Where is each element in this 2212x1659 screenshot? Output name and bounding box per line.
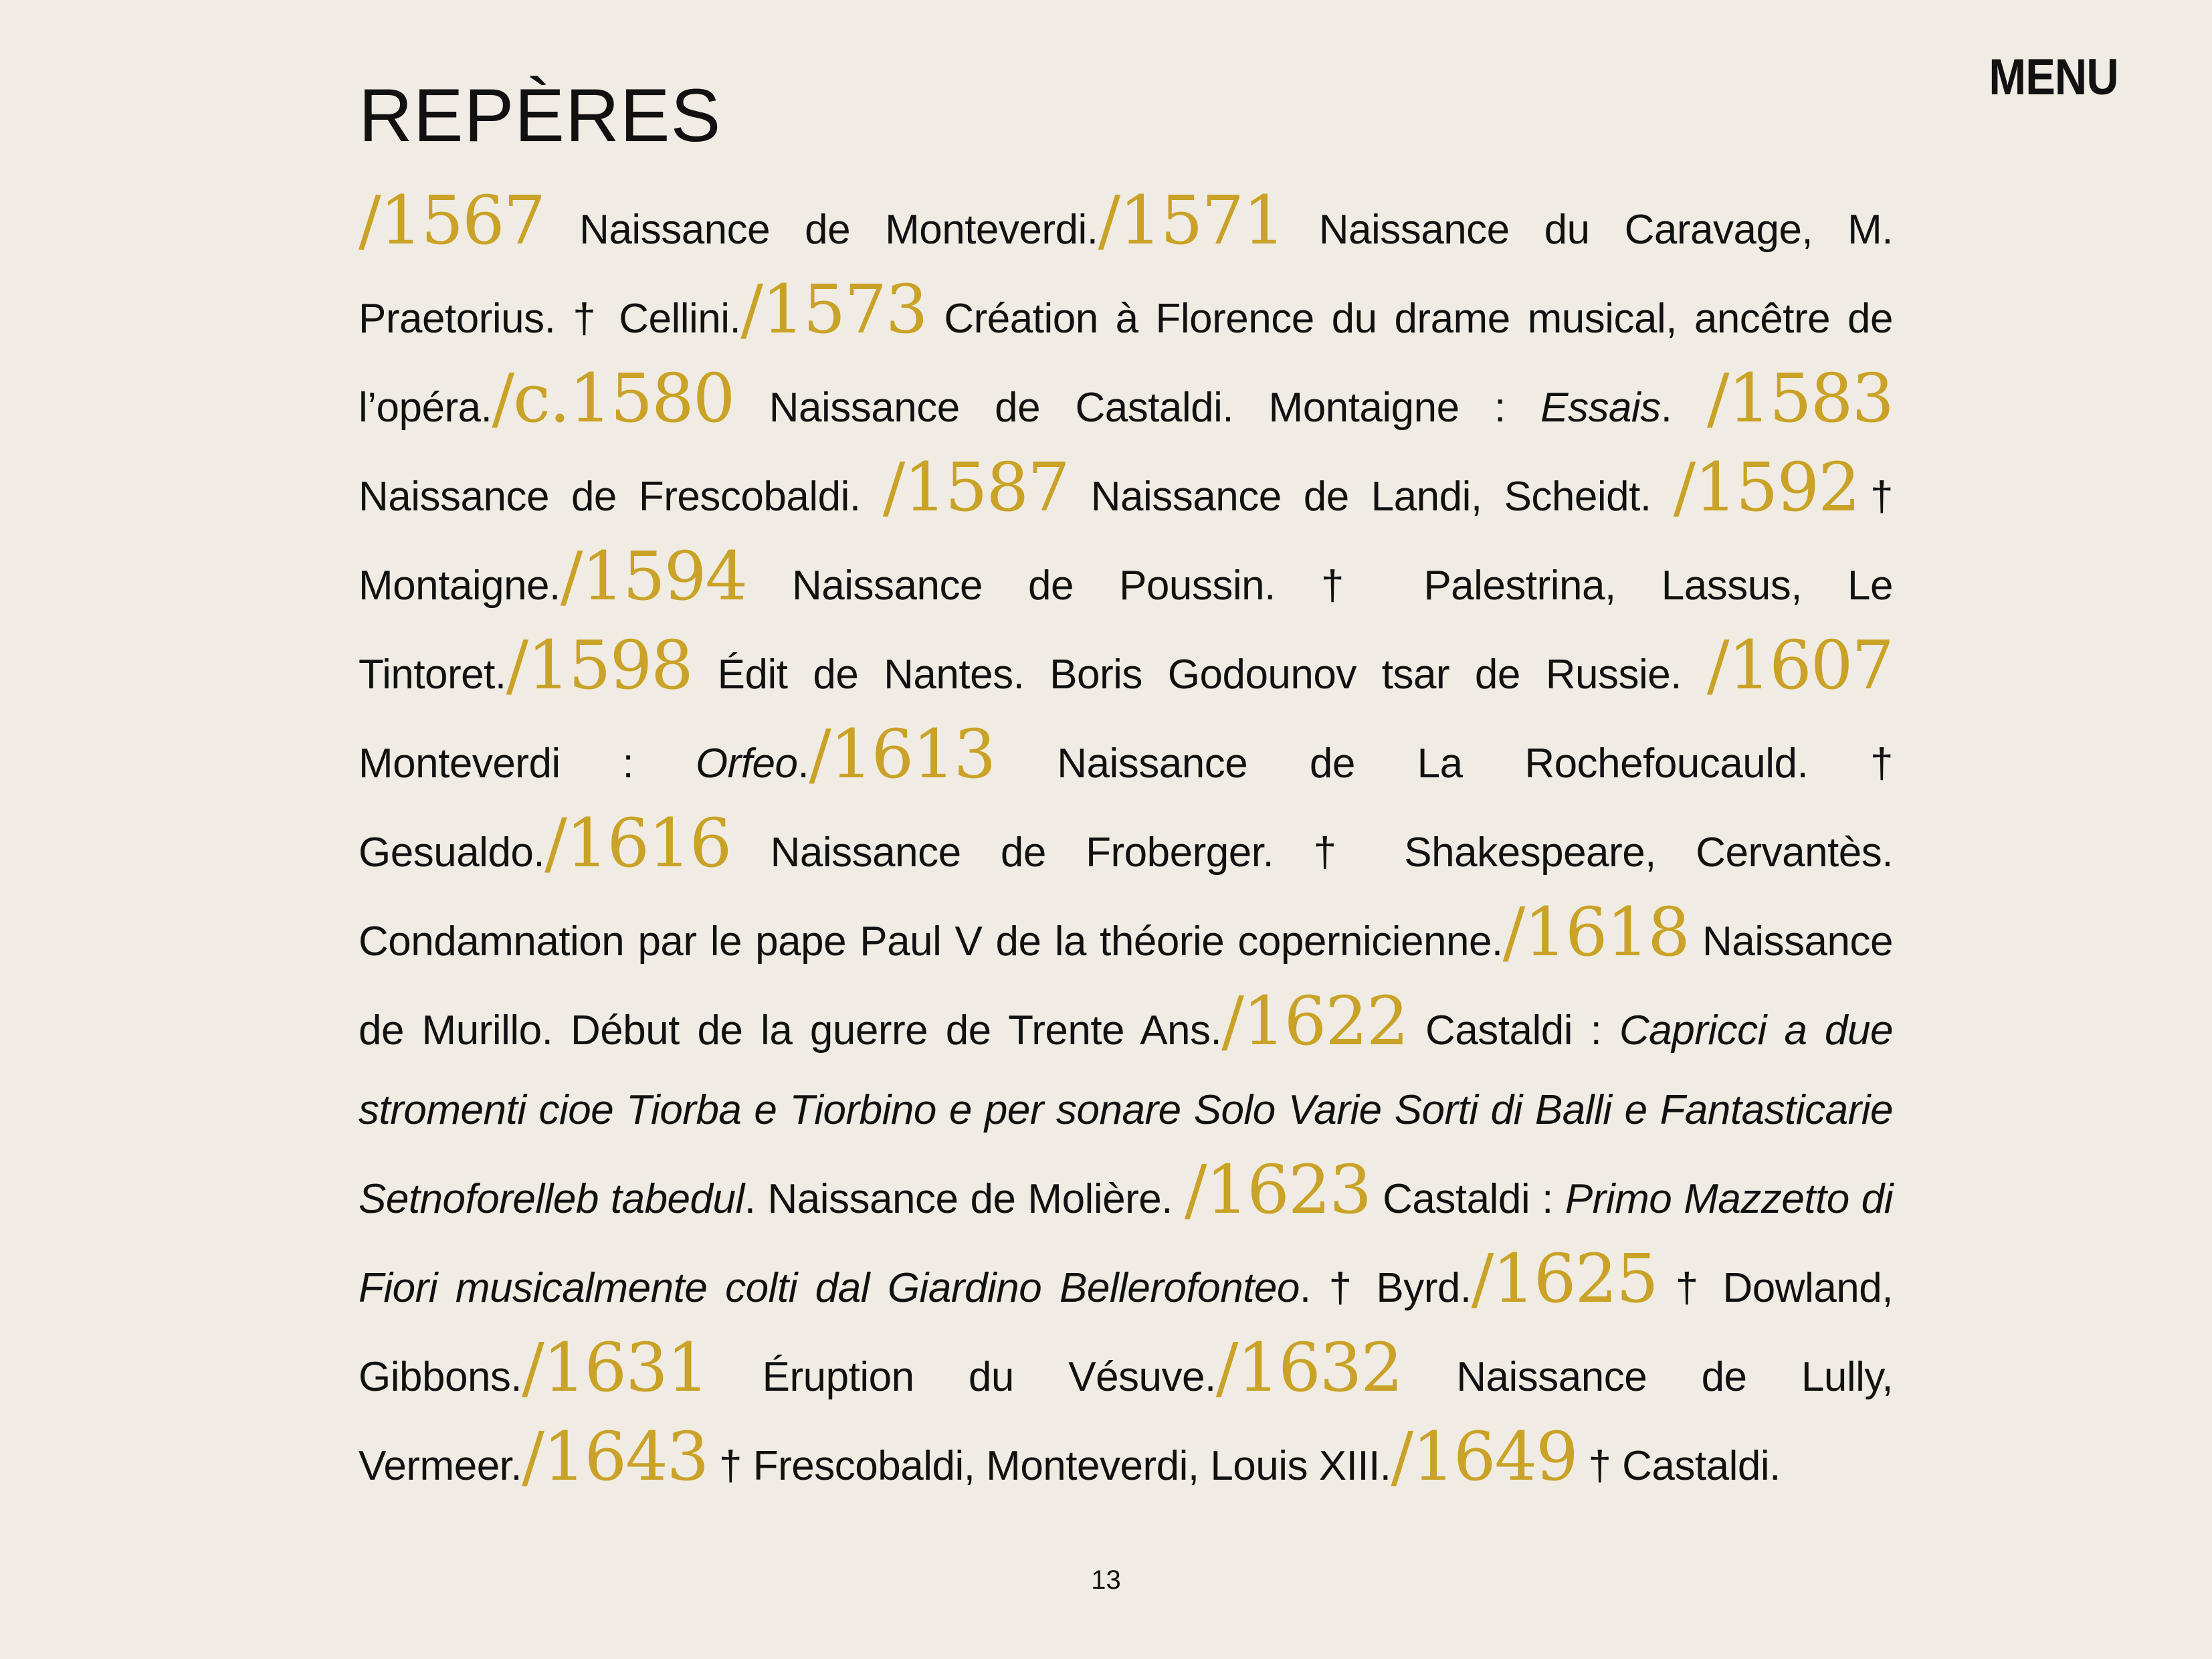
timeline-event-text: Naissance de Frescobaldi. — [359, 474, 883, 520]
timeline-entry — [492, 359, 1707, 437]
timeline-event-text: Naissance de Castaldi. Montaigne : — [734, 385, 1541, 431]
timeline-event-text: . † Byrd. — [1299, 1265, 1472, 1311]
timeline-event-text: † Montaigne. — [359, 474, 1894, 609]
timeline-year: /1618 — [1502, 893, 1689, 971]
timeline-event-text: Éruption du Vésuve. — [708, 1354, 1216, 1400]
work-title: Orfeo — [695, 741, 798, 787]
timeline-event-text: . Naissance de Molière. — [744, 1176, 1185, 1222]
work-title: Essais — [1540, 385, 1661, 431]
timeline-year: /1594 — [560, 537, 746, 615]
timeline-event-text: Castaldi : — [1371, 1176, 1565, 1222]
timeline-year: /1607 — [1706, 626, 1893, 704]
timeline-event-text: Naissance de Landi, Scheidt. — [1068, 474, 1674, 520]
timeline-event-text: Castaldi : — [1407, 1007, 1619, 1054]
timeline-year: /1583 — [1706, 359, 1894, 437]
timeline-event-text: Naissance du Caravage, M. Praetorius. † Cellini. — [359, 207, 1894, 342]
timeline-year: /1623 — [1184, 1151, 1371, 1229]
timeline-year: /1631 — [522, 1329, 708, 1407]
timeline-event-text: Naissance de La Rochefoucauld. † Gesualdo. — [359, 741, 1893, 876]
menu-button[interactable]: MENU — [1989, 49, 2118, 106]
timeline-event-text: † Dowland, Gibbons. — [359, 1265, 1893, 1400]
timeline-year: /1643 — [522, 1418, 708, 1496]
timeline-event-text: Monteverdi : — [359, 741, 696, 787]
timeline-event-text: . — [797, 741, 809, 787]
timeline-event-text: Naissance de Froberger. † Shakespeare, Cervantès. Condamnation par le pape Paul V de la théorie copernicienne. — [359, 830, 1893, 965]
timeline-event-text: Naissance de Murillo. Début de la guerre de Trente Ans. — [359, 918, 1893, 1054]
timeline-year: /1622 — [1221, 982, 1408, 1060]
timeline-year: /1649 — [1391, 1418, 1577, 1496]
timeline-event-text: . — [1660, 385, 1707, 431]
timeline-entry — [359, 181, 1098, 260]
page-title: REPÈRES — [359, 74, 722, 157]
timeline-year: /1567 — [359, 181, 545, 260]
timeline-year: /1587 — [882, 448, 1069, 526]
timeline-event-text: Création à Florence du drame musical, ancêtre de l’opéra. — [359, 296, 1893, 431]
timeline-year: /1592 — [1673, 448, 1859, 526]
timeline-year: /1571 — [1098, 181, 1284, 260]
timeline-event-text: † Castaldi. — [1577, 1443, 1781, 1489]
timeline-year: /c.1580 — [492, 359, 734, 437]
timeline-entry — [1391, 1418, 1781, 1496]
work-title: Capricci a due stromenti cioe Tiorba e Tiorbino e per sonare Solo Varie Sorti di Balli e Fantasticarie Setnoforelleb tabedul — [359, 1007, 1893, 1222]
page-number: 13 — [1091, 1565, 1121, 1595]
work-title: Primo Mazzetto di Fiori musicalmente colti dal Giardino Bellerofonteo — [359, 1176, 1893, 1311]
timeline-event-text: Naissance de Poussin. † Palestrina, Lassus, Le Tintoret. — [359, 563, 1893, 698]
timeline-text — [359, 181, 1893, 1506]
timeline-event-text: Naissance de Lully, Vermeer. — [359, 1354, 1893, 1489]
timeline-year: /1625 — [1471, 1240, 1657, 1318]
timeline-year: /1598 — [506, 626, 692, 704]
timeline-entry — [506, 626, 1707, 704]
timeline-year: /1573 — [740, 270, 927, 349]
timeline-event-text: Naissance de Monteverdi. — [544, 207, 1098, 253]
timeline-year: /1613 — [809, 715, 995, 793]
timeline-year: /1632 — [1215, 1329, 1402, 1407]
timeline-year: /1616 — [544, 804, 731, 882]
timeline-event-text: Édit de Nantes. Boris Godounov tsar de Russie. — [692, 652, 1707, 698]
timeline-entry — [522, 1418, 1391, 1496]
timeline-entry — [522, 1329, 1216, 1407]
timeline-entry — [882, 448, 1674, 526]
timeline-event-text: † Frescobaldi, Monteverdi, Louis XIII. — [708, 1443, 1391, 1489]
